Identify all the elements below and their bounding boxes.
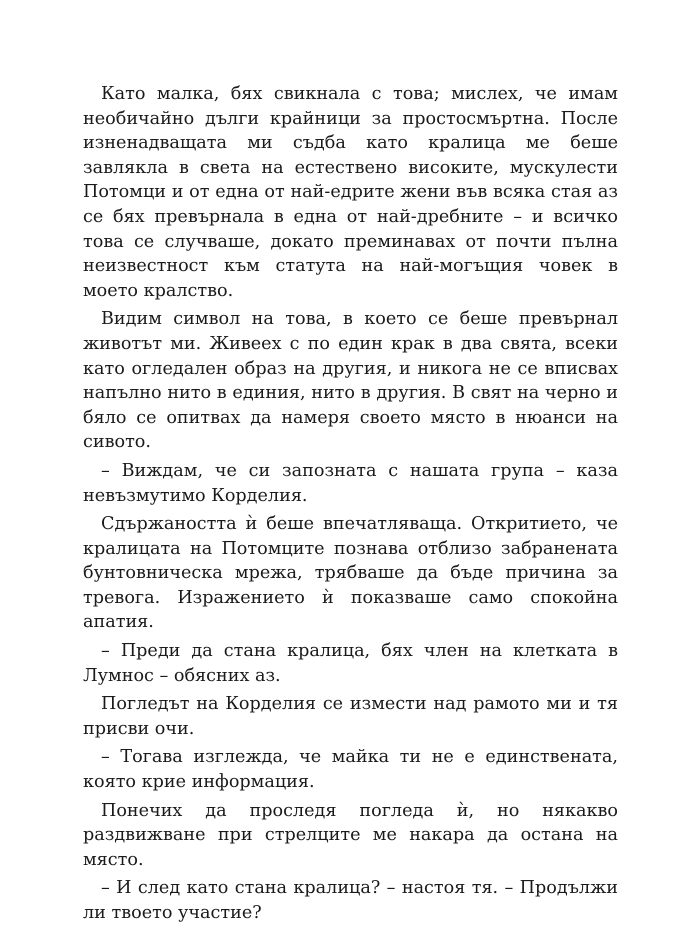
body-text	[83, 82, 618, 930]
paragraph: Видим символ на това, в което се беше превърнал животът ми. Живеех с по един крак в два свята, всеки като огледален образ на другия, и никога не се вписвах напълно нито в единия, нито в другия. В свят на черно и бяло се опитвах да намеря своето място в нюанси на сивото.	[83, 309, 618, 453]
paragraph: Понечих да проследя погледа ѝ, но някакво раздвижване при стрелците ме накара да остана на място.	[83, 800, 618, 870]
paragraph: Като малка, бях свикнала с това; мислех, че имам необичайно дълги крайници за простосмъртна. После изненадващата ми съдба като кралица ме беше завлякла в света на естествено високите, мускулести Потомци и от една от най-едрите жени във всяка стая аз се бях превърнала в една от най-дребните – и всичко това се случваше, докато преминавах от почти пълна неизвестност към статута на най-могъщия човек в моето кралство.	[83, 84, 618, 301]
paragraph: Сдържаността ѝ беше впечатляваща. Откритието, че кралицата на Потомците познава отблизо забранената бунтовническа мрежа, трябваше да бъде причина за тревога. Изражението ѝ показваше само спокойна апатия.	[83, 514, 618, 633]
paragraph: – Тогава изглежда, че майка ти не е единствената, която крие информация.	[83, 747, 618, 793]
paragraph: – Виждам, че си запозната с нашата група – каза невъзмутимо Корделия.	[83, 460, 618, 506]
paragraph: – Преди да стана кралица, бях член на клетката в Лумнос – обясних аз.	[83, 641, 618, 686]
paragraph: Погледът на Корделия се измести над рамото ми и тя присви очи.	[83, 694, 618, 739]
paragraph: – И след като стана кралица? – настоя тя. – Продължи ли твоето участие?	[83, 878, 618, 923]
